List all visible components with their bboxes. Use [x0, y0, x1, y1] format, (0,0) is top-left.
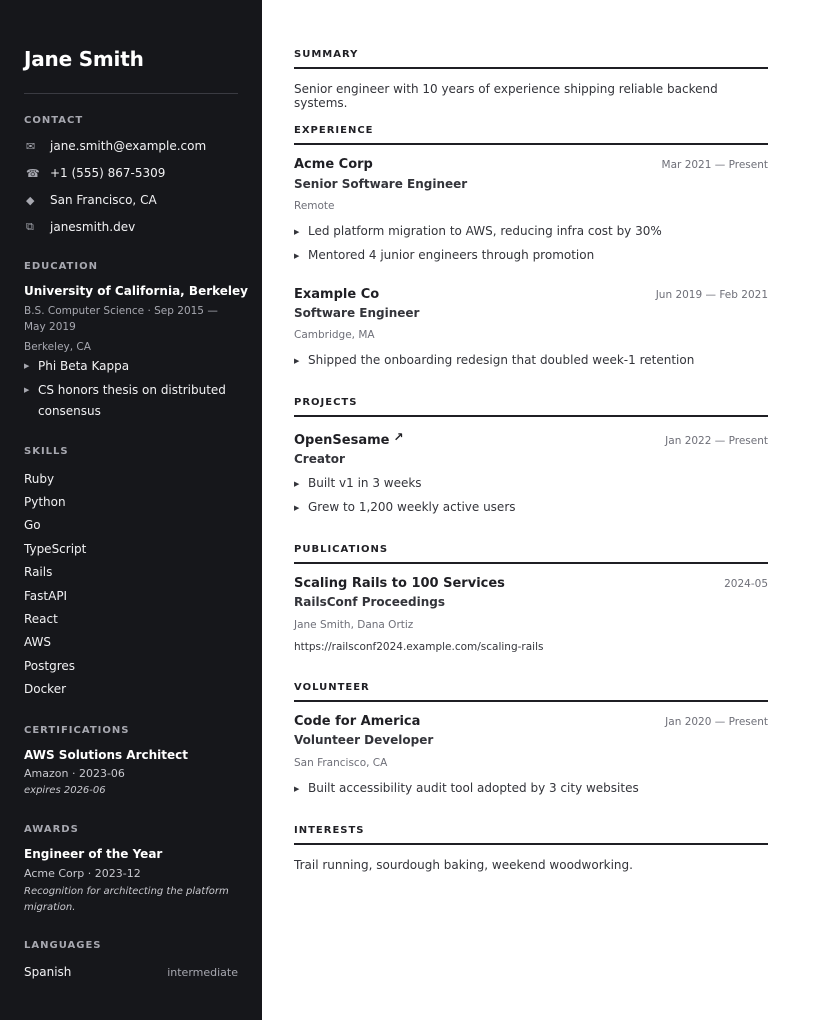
skill-item: Python — [24, 495, 66, 509]
diamond-icon: ◆ — [26, 193, 35, 207]
volunteer-heading: VOLUNTEER — [294, 682, 370, 693]
volunteer-dates: Jan 2020 — Present — [665, 716, 768, 728]
volunteer-role: Volunteer Developer — [294, 733, 434, 747]
summary-text: Senior engineer with 10 years of experience shipping reliable backend systems. — [294, 82, 718, 110]
language-level: intermediate — [167, 966, 238, 979]
skill-item: AWS — [24, 635, 52, 649]
skill-item: Ruby — [24, 472, 55, 486]
award-title: Engineer of the Year — [24, 847, 163, 861]
education-school: University of California, Berkeley — [24, 284, 248, 298]
award-meta: Acme Corp · 2023-12 — [24, 867, 141, 880]
interests-text: Trail running, sourdough baking, weekend woodworking. — [294, 858, 633, 872]
contact-heading: CONTACT — [24, 115, 84, 126]
envelope-icon: ✉ — [26, 139, 36, 153]
job-org: Acme Corp — [294, 157, 373, 172]
skill-item: Go — [24, 518, 41, 532]
project-name[interactable]: OpenSesame ↗ — [294, 430, 404, 448]
section-rule — [294, 67, 768, 69]
education-bullet: ▶ Phi Beta Kappa — [24, 356, 238, 377]
job-location: Cambridge, MA — [294, 329, 375, 341]
languages-heading: LANGUAGES — [24, 940, 102, 951]
job-dates: Jun 2019 — Feb 2021 — [655, 289, 768, 301]
certification-title: AWS Solutions Architect — [24, 748, 189, 762]
skill-item: React — [24, 612, 58, 626]
job-org: Example Co — [294, 287, 380, 302]
awards-heading: AWARDS — [24, 824, 79, 835]
bullet-triangle-icon: ▶ — [294, 357, 300, 365]
section-rule — [294, 143, 768, 145]
publications-heading: PUBLICATIONS — [294, 544, 389, 555]
education-degree: B.S. Computer Science · Sep 2015 — May 2019 — [24, 305, 218, 333]
publication-url[interactable]: https://railsconf2024.example.com/scaling-rails — [294, 641, 544, 653]
job-dates: Mar 2021 — Present — [661, 159, 768, 171]
job-role: Software Engineer — [294, 306, 420, 320]
publication-authors: Jane Smith, Dana Ortiz — [294, 619, 414, 631]
skill-item: Docker — [24, 682, 67, 696]
certifications-heading: CERTIFICATIONS — [24, 725, 130, 736]
volunteer-bullet: ▶ Built accessibility audit tool adopted by 3 city websites — [294, 781, 639, 795]
certification-expiry: expires 2026-06 — [24, 785, 106, 796]
bullet-triangle-icon: ▶ — [294, 252, 300, 260]
interests-heading: INTERESTS — [294, 825, 365, 836]
email-text[interactable]: jane.smith@example.com — [50, 139, 207, 153]
publication-title: Scaling Rails to 100 Services — [294, 576, 505, 591]
person-name: Jane Smith — [24, 47, 144, 71]
award-description: Recognition for architecting the platform migration. — [24, 886, 229, 913]
contact-website[interactable] — [24, 218, 238, 236]
bullet-triangle-icon: ▶ — [294, 504, 300, 512]
bullet-triangle-icon: ▶ — [294, 480, 300, 488]
section-rule — [294, 700, 768, 702]
phone-text[interactable]: +1 (555) 867-5309 — [50, 166, 166, 180]
bullet-triangle-icon: ▶ — [24, 386, 30, 394]
projects-heading: PROJECTS — [294, 397, 358, 408]
link-icon: ⧉ — [26, 220, 34, 233]
contact-email[interactable] — [24, 137, 238, 155]
location-text: San Francisco, CA — [50, 193, 157, 207]
section-rule — [294, 415, 768, 417]
bullet-triangle-icon: ▶ — [294, 785, 300, 793]
project-dates: Jan 2022 — Present — [665, 435, 768, 447]
education-bullet: ▶ CS honors thesis on distributed consensus — [24, 380, 238, 422]
section-rule — [294, 562, 768, 564]
job-bullet: ▶ Led platform migration to AWS, reducing infra cost by 30% — [294, 224, 662, 238]
bullet-triangle-icon: ▶ — [294, 228, 300, 236]
website-text[interactable]: janesmith.dev — [50, 220, 136, 234]
project-bullet: ▶ Built v1 in 3 weeks — [294, 476, 422, 490]
sidebar-divider — [24, 93, 238, 94]
summary-heading: SUMMARY — [294, 49, 359, 60]
sidebar — [0, 0, 262, 1020]
certification-meta: Amazon · 2023-06 — [24, 767, 125, 780]
contact-location — [24, 191, 238, 209]
publication-date: 2024-05 — [724, 578, 768, 590]
job-role: Senior Software Engineer — [294, 177, 468, 191]
section-rule — [294, 843, 768, 845]
skill-item: Rails — [24, 565, 53, 579]
language-name: Spanish — [24, 965, 72, 979]
project-role: Creator — [294, 452, 345, 466]
external-link-icon[interactable]: ↗ — [393, 430, 404, 444]
skill-item: Postgres — [24, 659, 76, 673]
publication-venue: RailsConf Proceedings — [294, 595, 446, 609]
skill-item: FastAPI — [24, 589, 68, 603]
volunteer-location: San Francisco, CA — [294, 757, 388, 769]
experience-heading: EXPERIENCE — [294, 125, 374, 136]
skills-heading: SKILLS — [24, 446, 69, 457]
main-content — [294, 0, 768, 1020]
job-bullet: ▶ Mentored 4 junior engineers through promotion — [294, 248, 595, 262]
project-bullet: ▶ Grew to 1,200 weekly active users — [294, 500, 516, 514]
phone-icon: ☎ — [26, 166, 40, 180]
bullet-triangle-icon: ▶ — [24, 362, 30, 370]
job-location: Remote — [294, 200, 335, 212]
education-heading: EDUCATION — [24, 261, 98, 272]
volunteer-org: Code for America — [294, 714, 421, 729]
contact-phone[interactable] — [24, 164, 238, 182]
skill-item: TypeScript — [24, 542, 87, 556]
education-location: Berkeley, CA — [24, 341, 91, 353]
job-bullet: ▶ Shipped the onboarding redesign that doubled week-1 retention — [294, 353, 695, 367]
